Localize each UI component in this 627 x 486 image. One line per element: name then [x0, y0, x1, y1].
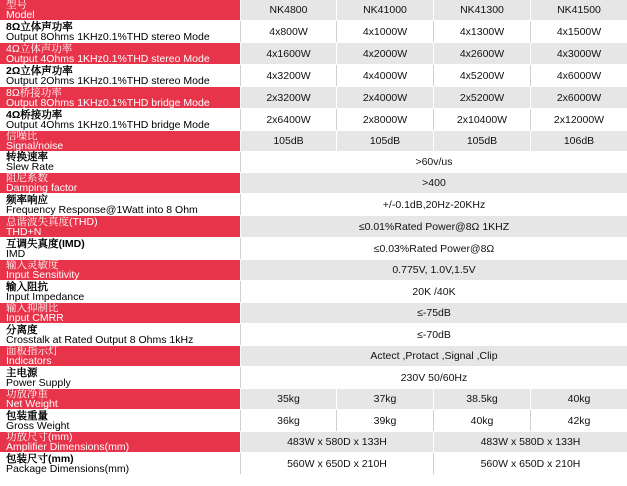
spec-values [240, 281, 627, 302]
spec-label-english: Output 4Ohms 1KHz0.1%THD stereo Mode [6, 52, 210, 65]
spec-label [0, 410, 240, 431]
spec-value-cell: ≤0.01%Rated Power@8Ω 1KHZ [240, 216, 627, 237]
spec-label-english: Frequency Response@1Watt into 8 Ohm [6, 203, 198, 216]
spec-label [0, 324, 240, 345]
spec-value-cell: 105dB [433, 131, 530, 151]
spec-value-cell: 106dB [530, 131, 627, 151]
spec-label [0, 43, 240, 64]
spec-values [240, 65, 627, 86]
spec-value-cell: 4x4000W [336, 65, 433, 86]
spec-value-cell: ≤-70dB [240, 324, 627, 345]
spec-label [0, 65, 240, 86]
spec-label-chinese: 互调失真度(IMD) [6, 237, 85, 250]
spec-row [0, 367, 627, 389]
spec-value-cell: 2x4000W [336, 87, 433, 108]
spec-label-english: Input Impedance [6, 290, 85, 303]
spec-label-chinese: 4Ω立体声功率 [6, 42, 73, 55]
spec-label-english: Input CMRR [6, 312, 64, 324]
spec-value-cell: 35kg [240, 389, 336, 409]
spec-row [0, 43, 627, 65]
spec-label [0, 173, 240, 193]
spec-label-chinese: 8Ω立体声功率 [6, 20, 73, 33]
spec-value-cell: 105dB [336, 131, 433, 151]
spec-label [0, 216, 240, 237]
spec-values [240, 432, 627, 452]
spec-label-english: Power Supply [6, 376, 71, 389]
spec-row [0, 194, 627, 216]
spec-row [0, 324, 627, 346]
spec-label-chinese: 频率响应 [6, 193, 48, 206]
spec-row [0, 0, 627, 21]
spec-value-cell: 560W x 650D x 210H [240, 453, 433, 474]
spec-value-cell: 4x1000W [336, 21, 433, 42]
spec-label [0, 131, 240, 151]
spec-label [0, 194, 240, 215]
spec-label-chinese: 功放净重 [6, 388, 48, 400]
spec-label-chinese: 型号 [6, 0, 27, 11]
spec-label [0, 152, 240, 172]
spec-label-chinese: 输入抑制比 [6, 302, 59, 314]
spec-value-cell: 4x3000W [530, 43, 627, 64]
spec-label-chinese: 输入阻抗 [6, 280, 48, 293]
spec-label-english: Slew Rate [6, 161, 54, 173]
spec-value-cell: 483W x 580D x 133H [433, 432, 627, 452]
spec-label-chinese: 面板指示灯 [6, 345, 59, 357]
spec-label-english: Output 8Ohms 1KHz0.1%THD stereo Mode [6, 30, 210, 43]
spec-values [240, 346, 627, 366]
spec-label [0, 87, 240, 108]
spec-value-cell: 560W x 650D x 210H [433, 453, 627, 474]
spec-value-cell: 40kg [433, 410, 530, 431]
spec-values [240, 43, 627, 64]
spec-value-cell: Actect ,Protact ,Signal ,Clip [240, 346, 627, 366]
spec-value-cell: 4x1500W [530, 21, 627, 42]
spec-values [240, 109, 627, 130]
spec-value-cell: 2x3200W [240, 87, 336, 108]
spec-value-cell: 38.5kg [433, 389, 530, 409]
spec-label-english: Package Dimensions(mm) [6, 462, 130, 475]
spec-values [240, 389, 627, 409]
spec-label-chinese: 信噪比 [6, 130, 38, 142]
spec-values [240, 0, 627, 20]
spec-value-cell: NK41500 [530, 0, 627, 20]
spec-value-cell: 0.775V, 1.0V,1.5V [240, 260, 627, 280]
spec-value-cell: 4x3200W [240, 65, 336, 86]
spec-label [0, 389, 240, 409]
spec-row [0, 410, 627, 432]
spec-value-cell: 483W x 580D x 133H [240, 432, 433, 452]
spec-label-english: Output 4Ohms 1KHz0.1%THD bridge Mode [6, 118, 210, 131]
spec-label-english: Amplifier Dimensions(mm) [6, 441, 130, 453]
spec-label-chinese: 总谐波失真度(THD) [6, 215, 98, 228]
spec-values [240, 303, 627, 323]
spec-label-english: Crosstalk at Rated Output 8 Ohms 1kHz [6, 333, 194, 346]
spec-label-english: Model [6, 9, 35, 21]
spec-row [0, 238, 627, 260]
spec-row [0, 173, 627, 194]
spec-label-chinese: 阻尼系数 [6, 172, 48, 184]
spec-value-cell: >60v/us [240, 152, 627, 172]
spec-values [240, 367, 627, 388]
spec-value-cell: 2x6000W [530, 87, 627, 108]
spec-row [0, 281, 627, 303]
spec-row [0, 453, 627, 475]
spec-value-cell: ≤0.03%Rated Power@8Ω [240, 238, 627, 259]
spec-value-cell: 4x5200W [433, 65, 530, 86]
spec-values [240, 87, 627, 108]
spec-label-english: Indicators [6, 355, 52, 367]
spec-label-chinese: 4Ω桥接功率 [6, 108, 63, 121]
spec-value-cell: 4x1600W [240, 43, 336, 64]
spec-label-english: IMD [6, 247, 26, 260]
spec-label-chinese: 转换速率 [6, 151, 48, 163]
spec-values [240, 173, 627, 193]
spec-label-chinese: 8Ω桥接功率 [6, 86, 62, 99]
spec-label [0, 260, 240, 280]
spec-value-cell: +/-0.1dB,20Hz-20KHz [240, 194, 627, 215]
spec-label [0, 367, 240, 388]
spec-values [240, 260, 627, 280]
spec-values [240, 152, 627, 172]
spec-label-chinese: 功放尺寸(mm) [6, 431, 73, 443]
spec-value-cell: 20K /40K [240, 281, 627, 302]
spec-value-cell: 2x6400W [240, 109, 336, 130]
spec-value-cell: 4x2600W [433, 43, 530, 64]
spec-values [240, 410, 627, 431]
spec-values [240, 131, 627, 151]
spec-label-english: Gross Weight [6, 419, 70, 432]
spec-label [0, 453, 240, 474]
spec-value-cell: 40kg [530, 389, 627, 409]
spec-label-english: Output 2Ohms 1KHz0.1%THD stereo Mode [6, 74, 210, 87]
spec-label-english: Net Weight [6, 398, 58, 410]
spec-label [0, 432, 240, 452]
spec-row [0, 432, 627, 453]
spec-values [240, 324, 627, 345]
spec-row [0, 303, 627, 324]
spec-values [240, 194, 627, 215]
spec-row [0, 21, 627, 43]
spec-value-cell: 2x10400W [433, 109, 530, 130]
spec-value-cell: 2x12000W [530, 109, 627, 130]
spec-row [0, 152, 627, 173]
spec-row [0, 260, 627, 281]
spec-label [0, 238, 240, 259]
spec-label-english: Output 8Ohms 1KHz0.1%THD bridge Mode [6, 96, 210, 109]
spec-label-chinese: 分离度 [6, 323, 38, 336]
spec-label-english: Input Sensitivity [6, 269, 80, 281]
spec-value-cell: 39kg [336, 410, 433, 431]
spec-values [240, 21, 627, 42]
spec-row [0, 131, 627, 152]
spec-row [0, 87, 627, 109]
spec-value-cell: 36kg [240, 410, 336, 431]
spec-value-cell: 105dB [240, 131, 336, 151]
spec-label [0, 21, 240, 42]
spec-value-cell: NK41300 [433, 0, 530, 20]
spec-value-cell: 4x2000W [336, 43, 433, 64]
spec-label-chinese: 输入灵敏度 [6, 259, 59, 271]
spec-value-cell: 42kg [530, 410, 627, 431]
spec-value-cell: ≤-75dB [240, 303, 627, 323]
spec-value-cell: >400 [240, 173, 627, 193]
spec-value-cell: 230V 50/60Hz [240, 367, 627, 388]
spec-values [240, 216, 627, 237]
spec-label-chinese: 2Ω立体声功率 [6, 64, 73, 77]
spec-label-chinese: 包装重量 [6, 409, 48, 422]
spec-value-cell: 2x5200W [433, 87, 530, 108]
spec-label-english: Damping factor [6, 182, 78, 194]
spec-value-cell: 37kg [336, 389, 433, 409]
spec-value-cell: 4x6000W [530, 65, 627, 86]
spec-values [240, 238, 627, 259]
spec-value-cell: 2x8000W [336, 109, 433, 130]
spec-label [0, 0, 240, 20]
spec-label-english: THD+N [6, 225, 42, 238]
spec-value-cell: NK4800 [240, 0, 336, 20]
spec-row [0, 346, 627, 367]
spec-row [0, 109, 627, 131]
spec-label [0, 109, 240, 130]
spec-value-cell: NK41000 [336, 0, 433, 20]
spec-label [0, 346, 240, 366]
spec-label [0, 303, 240, 323]
spec-label [0, 281, 240, 302]
spec-row [0, 389, 627, 410]
spec-label-chinese: 主电源 [6, 366, 38, 379]
spec-value-cell: 4x1300W [433, 21, 530, 42]
spec-label-chinese: 包装尺寸(mm) [6, 452, 74, 465]
spec-label-english: Signal/noise [6, 140, 64, 152]
spec-row [0, 216, 627, 238]
spec-values [240, 453, 627, 474]
spec-value-cell: 4x800W [240, 21, 336, 42]
spec-row [0, 65, 627, 87]
